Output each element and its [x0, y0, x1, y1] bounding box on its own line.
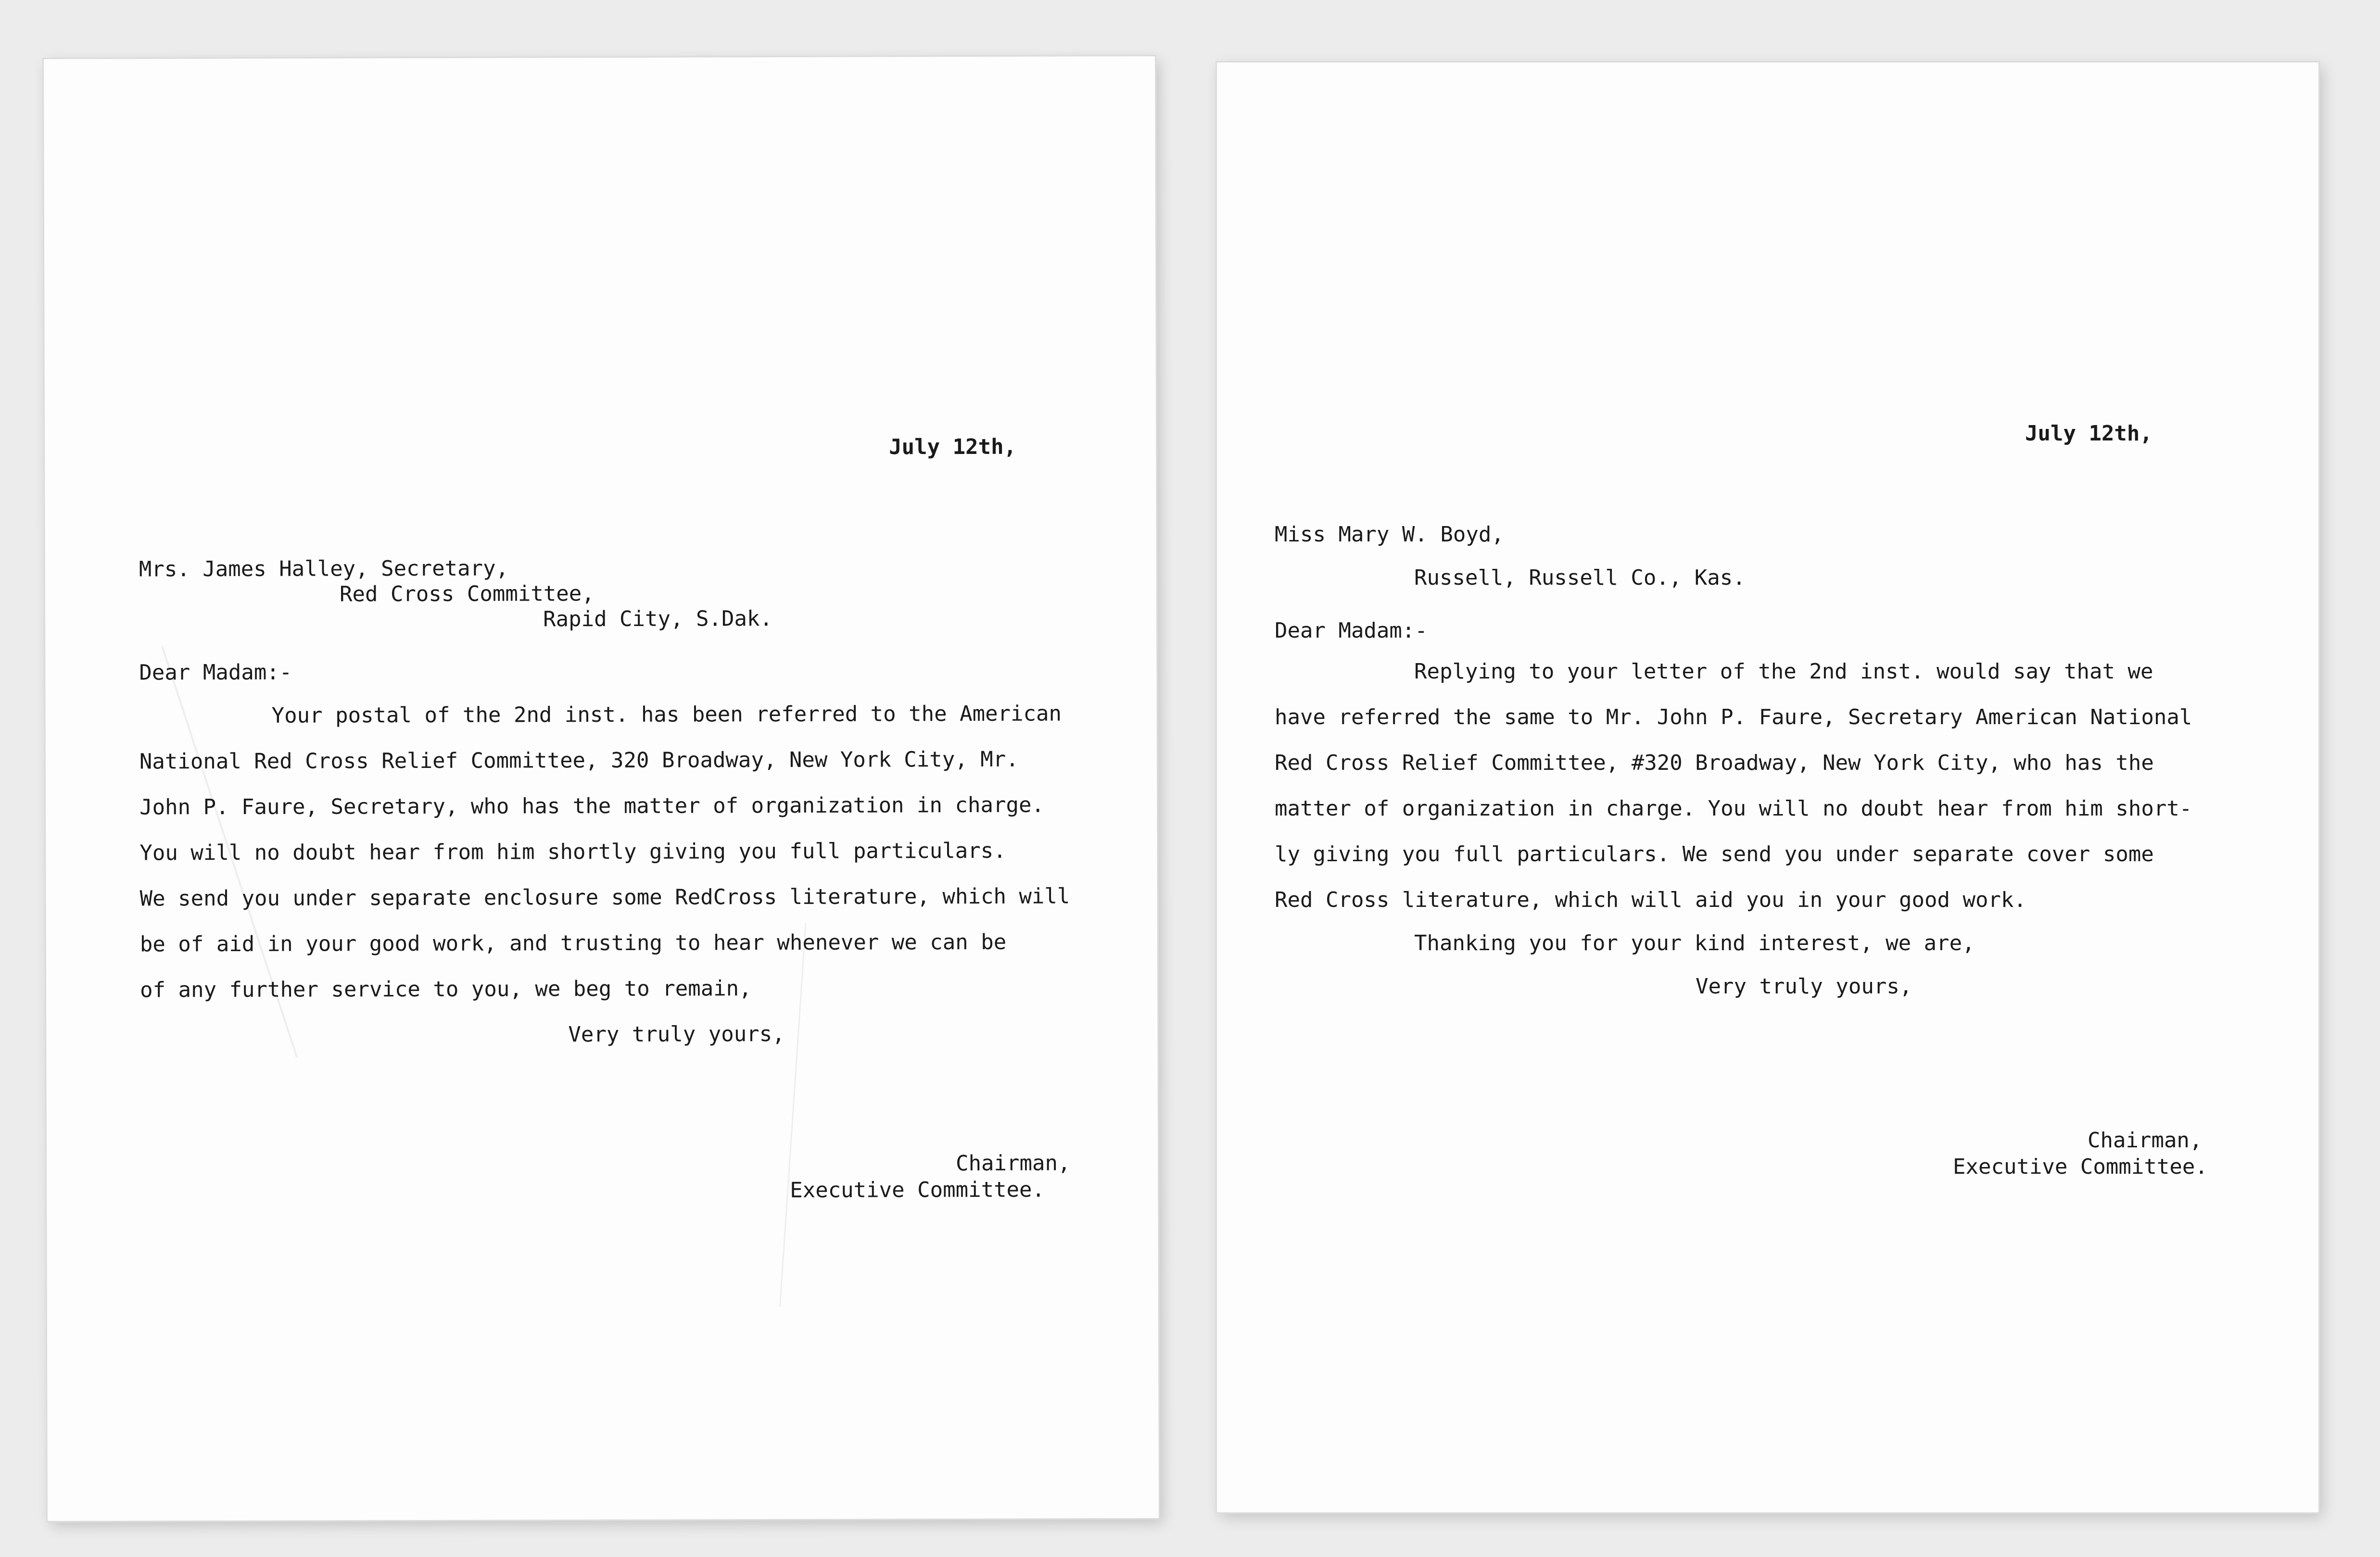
closing: Very truly yours,	[568, 1022, 785, 1047]
letter-right	[1217, 63, 2318, 1512]
body-line: John P. Faure, Secretary, who has the matter of organization in charge.	[139, 792, 1044, 820]
body-line: Replying to your letter of the 2nd inst. would say that we	[1414, 659, 2153, 684]
body-line: National Red Cross Relief Committee, 320 Broadway, New York City, Mr.	[139, 747, 1019, 774]
body-line: You will no doubt hear from him shortly giving you full particulars.	[139, 838, 1006, 866]
signature-title: Chairman,	[955, 1151, 1071, 1176]
salutation: Dear Madam:-	[1275, 618, 1428, 643]
addressee-line: Rapid City, S.Dak.	[543, 606, 772, 632]
closing: Very truly yours,	[1696, 974, 1912, 999]
addressee-line: Russell, Russell Co., Kas.	[1414, 565, 1746, 590]
letter-date: July 12th,	[2025, 421, 2152, 446]
body-line: Your postal of the 2nd inst. has been referred to the American	[271, 701, 1062, 728]
body-line: Red Cross literature, which will aid you in your good work.	[1275, 888, 2026, 912]
body-line: Red Cross Relief Committee, #320 Broadway, New York City, who has the	[1275, 751, 2154, 775]
body-line: of any further service to you, we beg to remain,	[140, 976, 752, 1003]
crease-mark	[779, 923, 807, 1307]
body-line: ly giving you full particulars. We send you under separate cover some	[1275, 842, 2154, 866]
addressee-line: Miss Mary W. Boyd,	[1275, 522, 1504, 547]
signature-title: Chairman,	[2088, 1128, 2203, 1153]
body-line: be of aid in your good work, and trusting to hear whenever we can be	[139, 929, 1007, 957]
signature-title: Executive Committee.	[790, 1177, 1045, 1203]
addressee-line: Mrs. James Halley, Secretary,	[139, 556, 509, 582]
salutation: Dear Madam:-	[139, 660, 292, 685]
body-line: Thanking you for your kind interest, we are,	[1414, 931, 1975, 955]
letter-date: July 12th,	[889, 434, 1017, 460]
signature-title: Executive Committee.	[1953, 1155, 2208, 1179]
letter-left	[44, 56, 1159, 1521]
body-line: We send you under separate enclosure some RedCross literature, which will	[139, 884, 1070, 911]
addressee-line: Red Cross Committee,	[339, 581, 595, 607]
body-line: matter of organization in charge. You will no doubt hear from him short-	[1275, 796, 2192, 821]
body-line: have referred the same to Mr. John P. Faure, Secretary American National	[1275, 705, 2192, 729]
